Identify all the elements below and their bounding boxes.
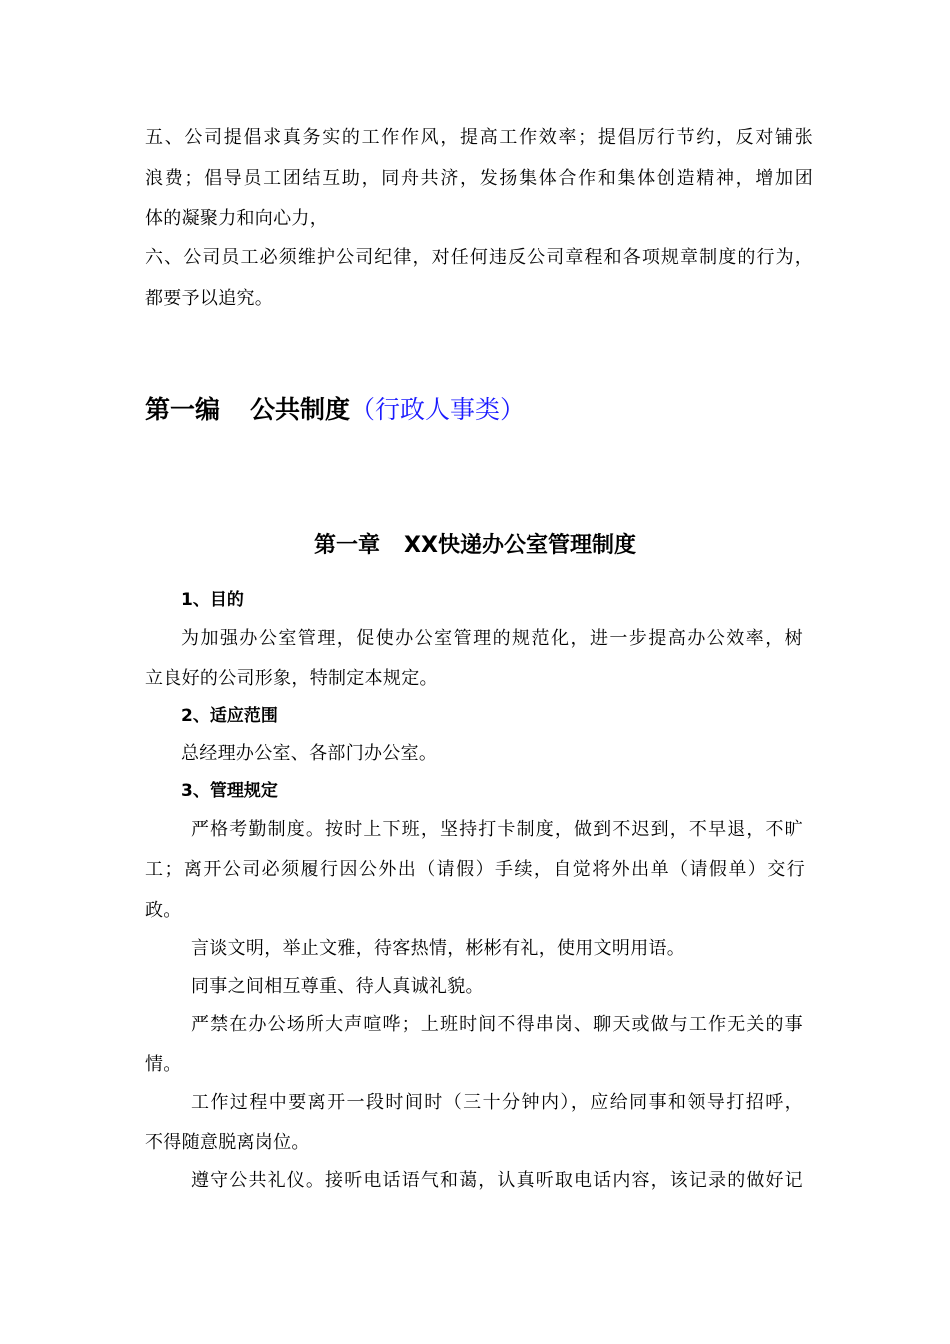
intro-item6-line1: 六、公司员工必须维护公司纪律，对任何违反公司章程和各项规章制度的行为， bbox=[145, 247, 813, 268]
rule1-line1: 严格考勤制度。按时上下班，坚持打卡制度，做到不迟到，不早退，不旷 bbox=[191, 819, 803, 840]
rule2: 言谈文明，举止文雅，待客热情，彬彬有礼，使用文明用语。 bbox=[191, 938, 686, 959]
section-heading-purpose: 1、目的 bbox=[181, 590, 244, 610]
intro-item5-line1: 五、公司提倡求真务实的工作作风，提高工作效率；提倡厉行节约，反对铺张 bbox=[145, 127, 813, 148]
chapter-heading bbox=[0, 530, 950, 562]
rule4-line2: 情。 bbox=[145, 1054, 182, 1075]
scope-line1: 总经理办公室、各部门办公室。 bbox=[181, 743, 438, 764]
intro-item6-line2: 都要予以追究。 bbox=[145, 288, 274, 309]
purpose-line2: 立良好的公司形象，特制定本规定。 bbox=[145, 668, 438, 689]
part-number: 第一编 bbox=[145, 395, 221, 424]
section-heading-rules: 3、管理规定 bbox=[181, 781, 278, 801]
rule5-line2: 不得随意脱离岗位。 bbox=[145, 1132, 310, 1153]
chapter-number: 第一章 bbox=[314, 533, 381, 558]
section-heading-scope: 2、适应范围 bbox=[181, 706, 278, 726]
part-category: （行政人事类） bbox=[350, 395, 526, 424]
part-heading bbox=[145, 393, 525, 427]
rule1-line2: 工；离开公司必须履行因公外出（请假）手续，自觉将外出单（请假单）交行 bbox=[145, 859, 805, 880]
rule6-line1: 遵守公共礼仪。接听电话语气和蔼，认真听取电话内容，该记录的做好记 bbox=[191, 1170, 803, 1191]
rule5-line1: 工作过程中要离开一段时间时（三十分钟内），应给同事和领导打招呼， bbox=[191, 1092, 803, 1113]
rule1-line3: 政。 bbox=[145, 900, 182, 921]
rule4-line1: 严禁在办公场所大声喧哗；上班时间不得串岗、聊天或做与工作无关的事 bbox=[191, 1014, 803, 1035]
part-title: 公共制度 bbox=[250, 395, 351, 424]
chapter-title: XX快递办公室管理制度 bbox=[404, 533, 636, 558]
rule3: 同事之间相互尊重、待人真诚礼貌。 bbox=[191, 976, 484, 997]
intro-item5-line2: 浪费；倡导员工团结互助，同舟共济，发扬集体合作和集体创造精神，增加团 bbox=[145, 168, 813, 189]
intro-item5-line3: 体的凝聚力和向心力， bbox=[145, 208, 328, 229]
purpose-line1: 为加强办公室管理，促使办公室管理的规范化，进一步提高办公效率，树 bbox=[181, 628, 803, 649]
